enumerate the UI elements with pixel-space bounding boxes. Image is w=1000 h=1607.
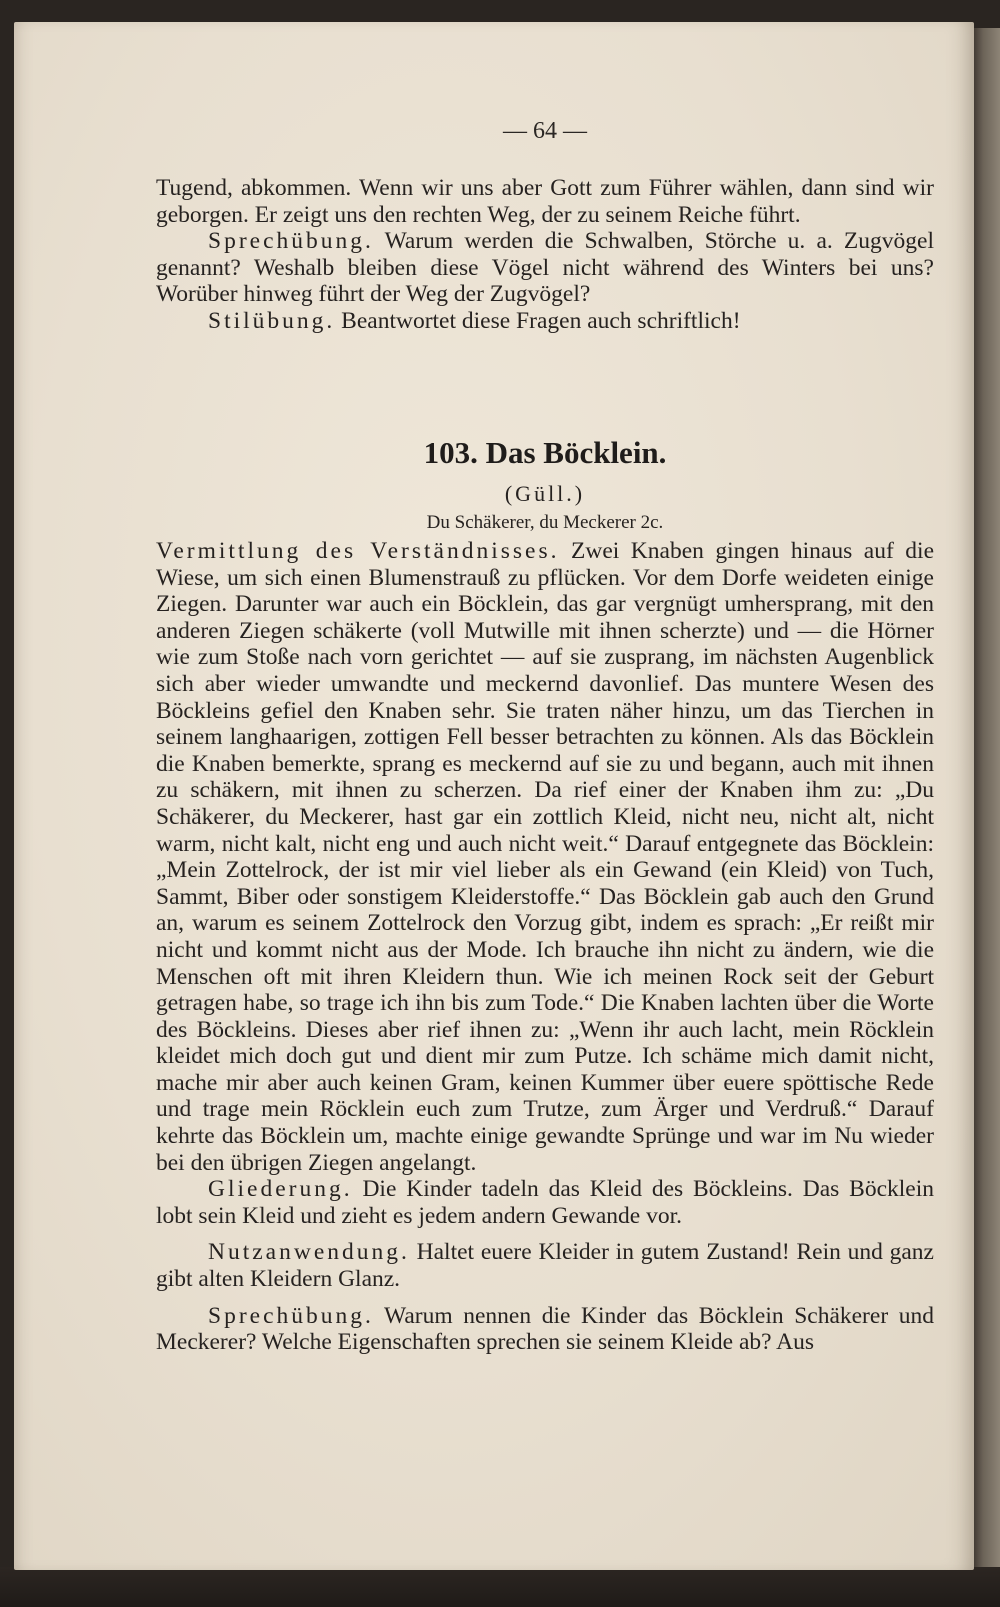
section-label: Sprechübung. (208, 1302, 374, 1329)
section-text: Warum nennen die Kinder das Böcklein Schäkerer und Meckerer? Welche Eigenschaften sprechen sie seinem Kleide ab? Aus (156, 1302, 934, 1356)
poem-title: 103. Das Böcklein. (423, 435, 667, 470)
exercise-sprechuebung-1 (156, 228, 934, 308)
paragraph-tugend: Tugend, abkommen. Wenn wir uns aber Gott zum Führer wählen, dann sind wir geborgen. Er zeigt uns den rechten Weg, der zu seinem Reiche führt. (156, 175, 934, 228)
section-vermittlung (156, 538, 934, 1356)
book-spine (972, 28, 1000, 1588)
poem-first-line: Du Schäkerer, du Meckerer 2c. (426, 512, 664, 533)
paragraph-sprechuebung-2 (156, 1303, 934, 1356)
section-label: Gliederung. (208, 1176, 353, 1203)
paragraph-nutzanwendung (156, 1239, 934, 1292)
book-bottom-edge (0, 1567, 1000, 1607)
page-number: — 64 — (503, 118, 587, 144)
exercise-text: Beantwortet diese Fragen auch schriftlich! (335, 307, 741, 334)
section-text: Haltet euere Kleider in gutem Zustand! Rein und ganz gibt alten Kleidern Glanz. (156, 1239, 934, 1293)
section-text: Zwei Knaben gingen hinaus auf die Wiese, um sich einen Blumenstrauß zu pflücken. Vor dem Dorfe weideten einige Ziegen. Darunter war auch ein Böcklein, das gar vergnügt umhersprang, mit den anderen Ziegen schäkerte (voll Mutwille mit ihnen scherzte) und — die Hörner wie zum Stoße nach vorn gerichtet — auf sie zusprang, im nächsten Augenblick sich aber wieder umwandte und meckernd davonlief. Das muntere Wesen des Böckleins gefiel den Knaben sehr. Sie traten näher hinzu, um das Tierchen in seinem langhaarigen, zottigen Fell besser betrachten zu können. Als das Böcklein die Knaben bemerkte, sprang es meckernd auf sie zu und begann, auch mit ihnen zu schäkern, mit ihnen zu scherzen. Da rief einer der Knaben ihm zu: „Du Schäkerer, du Meckerer, hast gar ein zottlich Kleid, nicht neu, nicht alt, nicht warm, nicht kalt, nicht eng und auch nicht weit.“ Darauf entgegnete das Böcklein: „Mein Zottelrock, der ist mir viel lieber als ein Gewand (ein Kleid) von Tuch, Sammt, Biber oder sonstigem Kleiderstoffe.“ Das Böcklein gab auch den Grund an, warum es seinem Zottelrock den Vorzug gibt, indem es sprach: „Er reißt mir nicht und kommt nicht aus der Mode. Ich brauche ihn nicht zu ändern, wie die Menschen oft mit ihren Kleidern thun. Wie ich meinen Rock seit der Geburt getragen habe, so trage ich ihn bis zum Tode.“ Die Knaben lachten über die Worte des Böckleins. Dieses aber rief ihnen zu: „Wenn ihr auch lacht, mein Röcklein kleidet mich doch gut und dient mir zum Putze. Ich schäme mich damit nicht, mache mir aber auch keinen Gram, keinen Kummer über euere spöttische Rede und trage mein Röcklein euch zum Trutze, zum Ärger und Verdruß.“ Darauf kehrte das Böcklein um, machte einige gewandte Sprünge und war im Nu wieder bei den übrigen Ziegen angelangt. (156, 538, 934, 1176)
paragraph-gliederung (156, 1176, 934, 1229)
exercise-text: Warum werden die Schwalben, Störche u. a. Zugvögel genannt? Weshalb bleiben diese Vögel nicht während des Winters bei uns? Worüber hinweg führt der Weg der Zugvögel? (156, 228, 934, 308)
section-text: Die Kinder tadeln das Kleid des Böckleins. Das Böcklein lobt sein Kleid und zieht es jedem andern Gewande vor. (156, 1176, 934, 1229)
section-label: Vermittlung des Verständnisses. (156, 538, 560, 564)
poem-author: (Güll.) (504, 481, 586, 506)
section-label: Nutzanwendung. (208, 1239, 410, 1266)
exercise-stiluebung (156, 308, 934, 335)
paragraph-vermittlung (156, 538, 934, 1176)
exercise-label: Stilübung. (208, 307, 336, 334)
exercise-label: Sprechübung. (208, 228, 374, 255)
section-zugvoegel (156, 175, 934, 335)
